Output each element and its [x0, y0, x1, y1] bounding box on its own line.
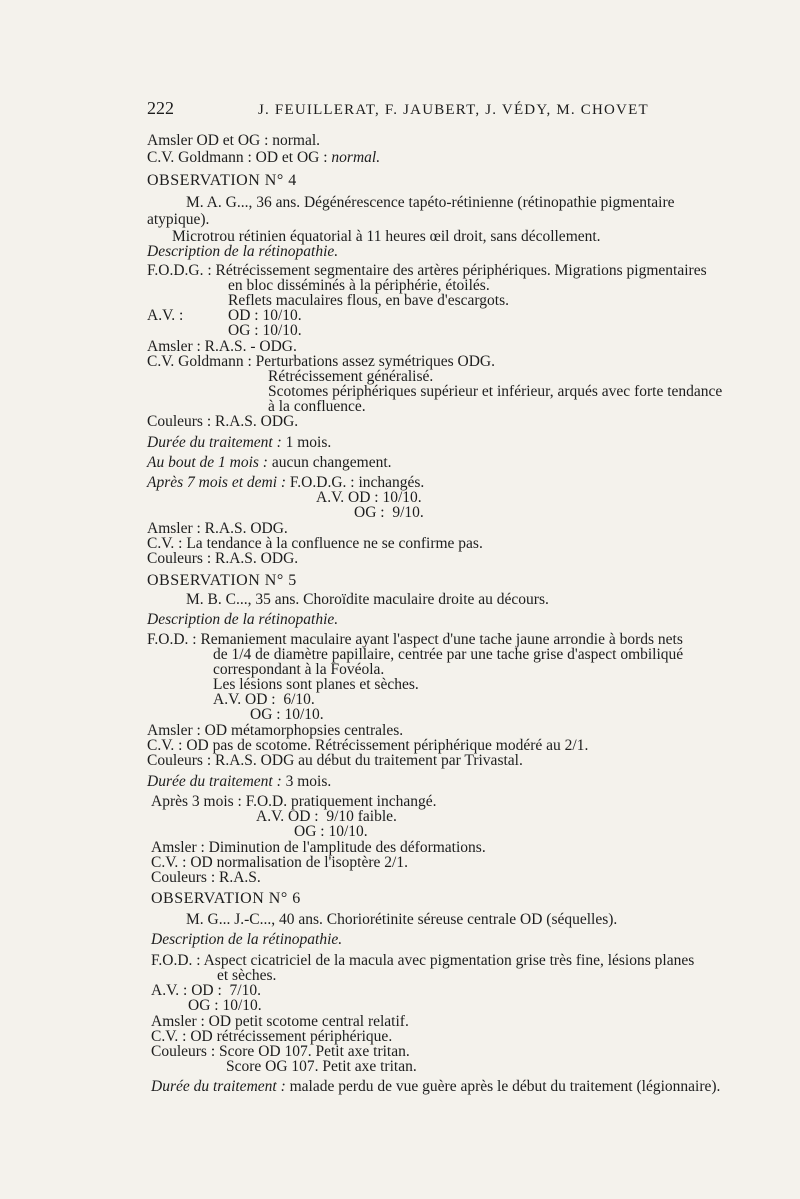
text-line: Couleurs : R.A.S. ODG.: [147, 413, 299, 430]
text-line: de 1/4 de diamètre papillaire, centrée par une tache grise d'aspect ombiliqué: [213, 646, 684, 663]
text-line: Reflets maculaires flous, en bave d'escargots.: [228, 292, 509, 309]
text-line: Durée du traitement : 1 mois.: [147, 434, 332, 451]
running-title: J. FEUILLERAT, F. JAUBERT, J. VÉDY, M. CHOVET: [258, 102, 649, 118]
text-line: F.O.D. : Remaniement maculaire ayant l'aspect d'une tache jaune arrondie à bords nets: [147, 631, 683, 648]
page-number: 222: [147, 98, 174, 118]
text-line: C.V. : OD pas de scotome. Rétrécissement périphérique modéré au 2/1.: [147, 737, 589, 754]
text-line: Couleurs : R.A.S.: [151, 869, 261, 886]
text-line: Amsler : R.A.S. ODG.: [147, 520, 288, 537]
text-line: A.V. OD : 9/10 faible.: [256, 808, 397, 825]
text-line: Durée du traitement : malade perdu de vue guère après le début du traitement (légionnaire).: [151, 1078, 721, 1095]
text-line: A.V. : OD : 7/10.: [151, 982, 261, 999]
text-line: M. A. G..., 36 ans. Dégénérescence tapéto-rétinienne (rétinopathie pigmentaire: [186, 194, 675, 211]
text-line: A.V. OD : 10/10.: [316, 489, 422, 506]
text-line: et sèches.: [217, 967, 277, 984]
text-line: C.V. : OD rétrécissement périphérique.: [151, 1028, 393, 1045]
text-line: OG : 10/10.: [250, 706, 324, 723]
text-line: C.V. Goldmann : Perturbations assez symétriques ODG.: [147, 353, 495, 370]
text-line: Après 3 mois : F.O.D. pratiquement inchangé.: [151, 793, 437, 810]
text-line: A.V. :: [147, 307, 184, 324]
text-line: OD : 10/10.: [228, 307, 302, 324]
text-line: Durée du traitement : 3 mois.: [147, 773, 332, 790]
text-line: Couleurs : R.A.S. ODG au début du traitement par Trivastal.: [147, 752, 523, 769]
text-line: OG : 10/10.: [188, 997, 262, 1014]
text-line: OG : 10/10.: [228, 322, 302, 339]
text-line: Amsler : OD métamorphopsies centrales.: [147, 722, 404, 739]
text-line: OBSERVATION N° 6: [151, 890, 301, 907]
text-line: F.O.D. : Aspect cicatriciel de la macula avec pigmentation grise très fine, lésions planes: [151, 952, 695, 969]
text-line: atypique).: [147, 211, 210, 228]
text-line: C.V. : La tendance à la confluence ne se confirme pas.: [147, 535, 483, 552]
text-line: Amsler : Diminution de l'amplitude des déformations.: [151, 839, 486, 856]
text-line: OBSERVATION N° 5: [147, 572, 297, 589]
text-line: C.V. : OD normalisation de l'isoptère 2/1.: [151, 854, 408, 871]
text-line: F.O.D.G. : Rétrécissement segmentaire des artères périphériques. Migrations pigmentaires: [147, 262, 707, 279]
text-line: à la confluence.: [268, 398, 366, 415]
text-line: Amsler : OD petit scotome central relatif.: [151, 1013, 409, 1030]
text-line: Description de la rétinopathie.: [147, 243, 339, 260]
text-line: Scotomes périphériques supérieur et inférieur, arqués avec forte tendance: [268, 383, 723, 400]
text-line: Après 7 mois et demi : F.O.D.G. : inchangés.: [147, 474, 425, 491]
text-line: Les lésions sont planes et sèches.: [213, 676, 419, 693]
text-line: M. G... J.-C..., 40 ans. Choriorétinite séreuse centrale OD (séquelles).: [186, 911, 618, 928]
text-line: Rétrécissement généralisé.: [268, 368, 434, 385]
text-line: Amsler : R.A.S. - ODG.: [147, 338, 297, 355]
text-line: Description de la rétinopathie.: [151, 931, 343, 948]
text-line: Couleurs : Score OD 107. Petit axe tritan.: [151, 1043, 410, 1060]
text-line: A.V. OD : 6/10.: [213, 691, 315, 708]
text-line: en bloc disséminés à la périphérie, étoilés.: [228, 277, 490, 294]
text-line: OBSERVATION N° 4: [147, 172, 297, 189]
text-line: Couleurs : R.A.S. ODG.: [147, 550, 299, 567]
text-line: correspondant à la Fovéola.: [213, 661, 385, 678]
text-line: OG : 9/10.: [354, 504, 424, 521]
text-line: Score OG 107. Petit axe tritan.: [226, 1058, 417, 1075]
text-line: Description de la rétinopathie.: [147, 611, 339, 628]
text-line: Microtrou rétinien équatorial à 11 heures œil droit, sans décollement.: [172, 228, 601, 245]
text-line: Au bout de 1 mois : aucun changement.: [147, 454, 392, 471]
text-line: Amsler OD et OG : normal.: [147, 132, 321, 149]
text-line: C.V. Goldmann : OD et OG : normal.: [147, 149, 381, 166]
text-line: OG : 10/10.: [294, 823, 368, 840]
text-line: M. B. C..., 35 ans. Choroïdite maculaire droite au décours.: [186, 591, 549, 608]
